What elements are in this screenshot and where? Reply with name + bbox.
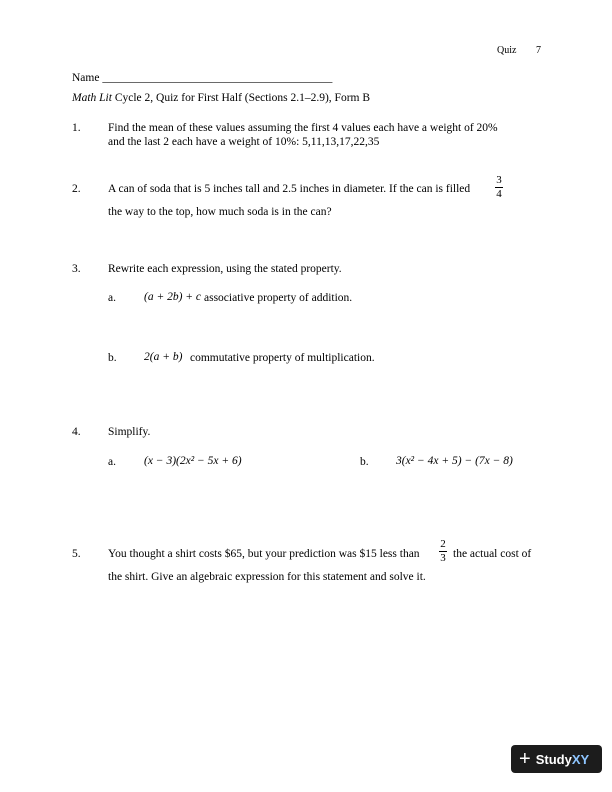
question-2-line-1: A can of soda that is 5 inches tall and 2.5 inches in diameter. If the can is filled xyxy=(108,183,471,195)
question-3a-label: a. xyxy=(108,292,116,304)
question-1-number: 1. xyxy=(72,122,81,134)
brand-name: Study xyxy=(535,751,572,767)
question-5-line-1: You thought a shirt costs $65, but your prediction was $15 less than xyxy=(108,548,420,560)
fraction-three-quarters xyxy=(495,175,503,200)
quiz-subtitle xyxy=(72,92,370,104)
question-3b-label: b. xyxy=(108,352,117,364)
question-4a-expression: (x − 3)(2x² − 5x + 6) xyxy=(144,455,242,467)
question-4a-label: a. xyxy=(108,456,116,468)
fraction-denominator: 3 xyxy=(440,552,446,564)
question-2-number: 2. xyxy=(72,183,81,195)
question-3a-expression: (a + 2b) + c xyxy=(144,291,202,303)
plus-icon: + xyxy=(519,748,531,770)
question-4-number: 4. xyxy=(72,426,81,438)
question-1-line-2: and the last 2 each have a weight of 10%: 5,11,13,17,22,35 xyxy=(108,136,380,148)
fraction-denominator: 4 xyxy=(496,188,502,200)
quiz-info: Cycle 2, Quiz for First Half (Sections 2.1–2.9), Form B xyxy=(111,92,371,104)
course-name: Math Lit xyxy=(72,92,112,104)
question-3b-description: commutative property of multiplication. xyxy=(190,352,375,364)
brand-accent: XY xyxy=(571,751,590,767)
question-4b-expression: 3(x² − 4x + 5) − (7x − 8) xyxy=(396,455,513,467)
question-3-number: 3. xyxy=(72,263,81,275)
question-1-line-1: Find the mean of these values assuming the first 4 values each have a weight of 20% xyxy=(108,122,498,134)
name-field-label: Name ________________________________________ xyxy=(72,72,333,84)
question-4b-label: b. xyxy=(360,456,369,468)
studyxy-badge[interactable] xyxy=(511,745,602,773)
fraction-numerator: 3 xyxy=(496,174,502,186)
question-5-number: 5. xyxy=(72,548,81,560)
header-label: Quiz xyxy=(497,45,517,56)
fraction-two-thirds xyxy=(439,539,447,564)
question-3-text: Rewrite each expression, using the stated property. xyxy=(108,263,342,275)
question-4-text: Simplify. xyxy=(108,426,151,438)
question-2-line-2: the way to the top, how much soda is in the can? xyxy=(108,206,332,218)
page-number: 7 xyxy=(536,45,541,56)
question-5-line-1-end: the actual cost of xyxy=(453,548,532,560)
question-5-line-2: the shirt. Give an algebraic expression for this statement and solve it. xyxy=(108,571,426,583)
question-3b-expression: 2(a + b) xyxy=(144,351,183,363)
fraction-numerator: 2 xyxy=(440,538,446,550)
question-3a-description: associative property of addition. xyxy=(204,292,353,304)
